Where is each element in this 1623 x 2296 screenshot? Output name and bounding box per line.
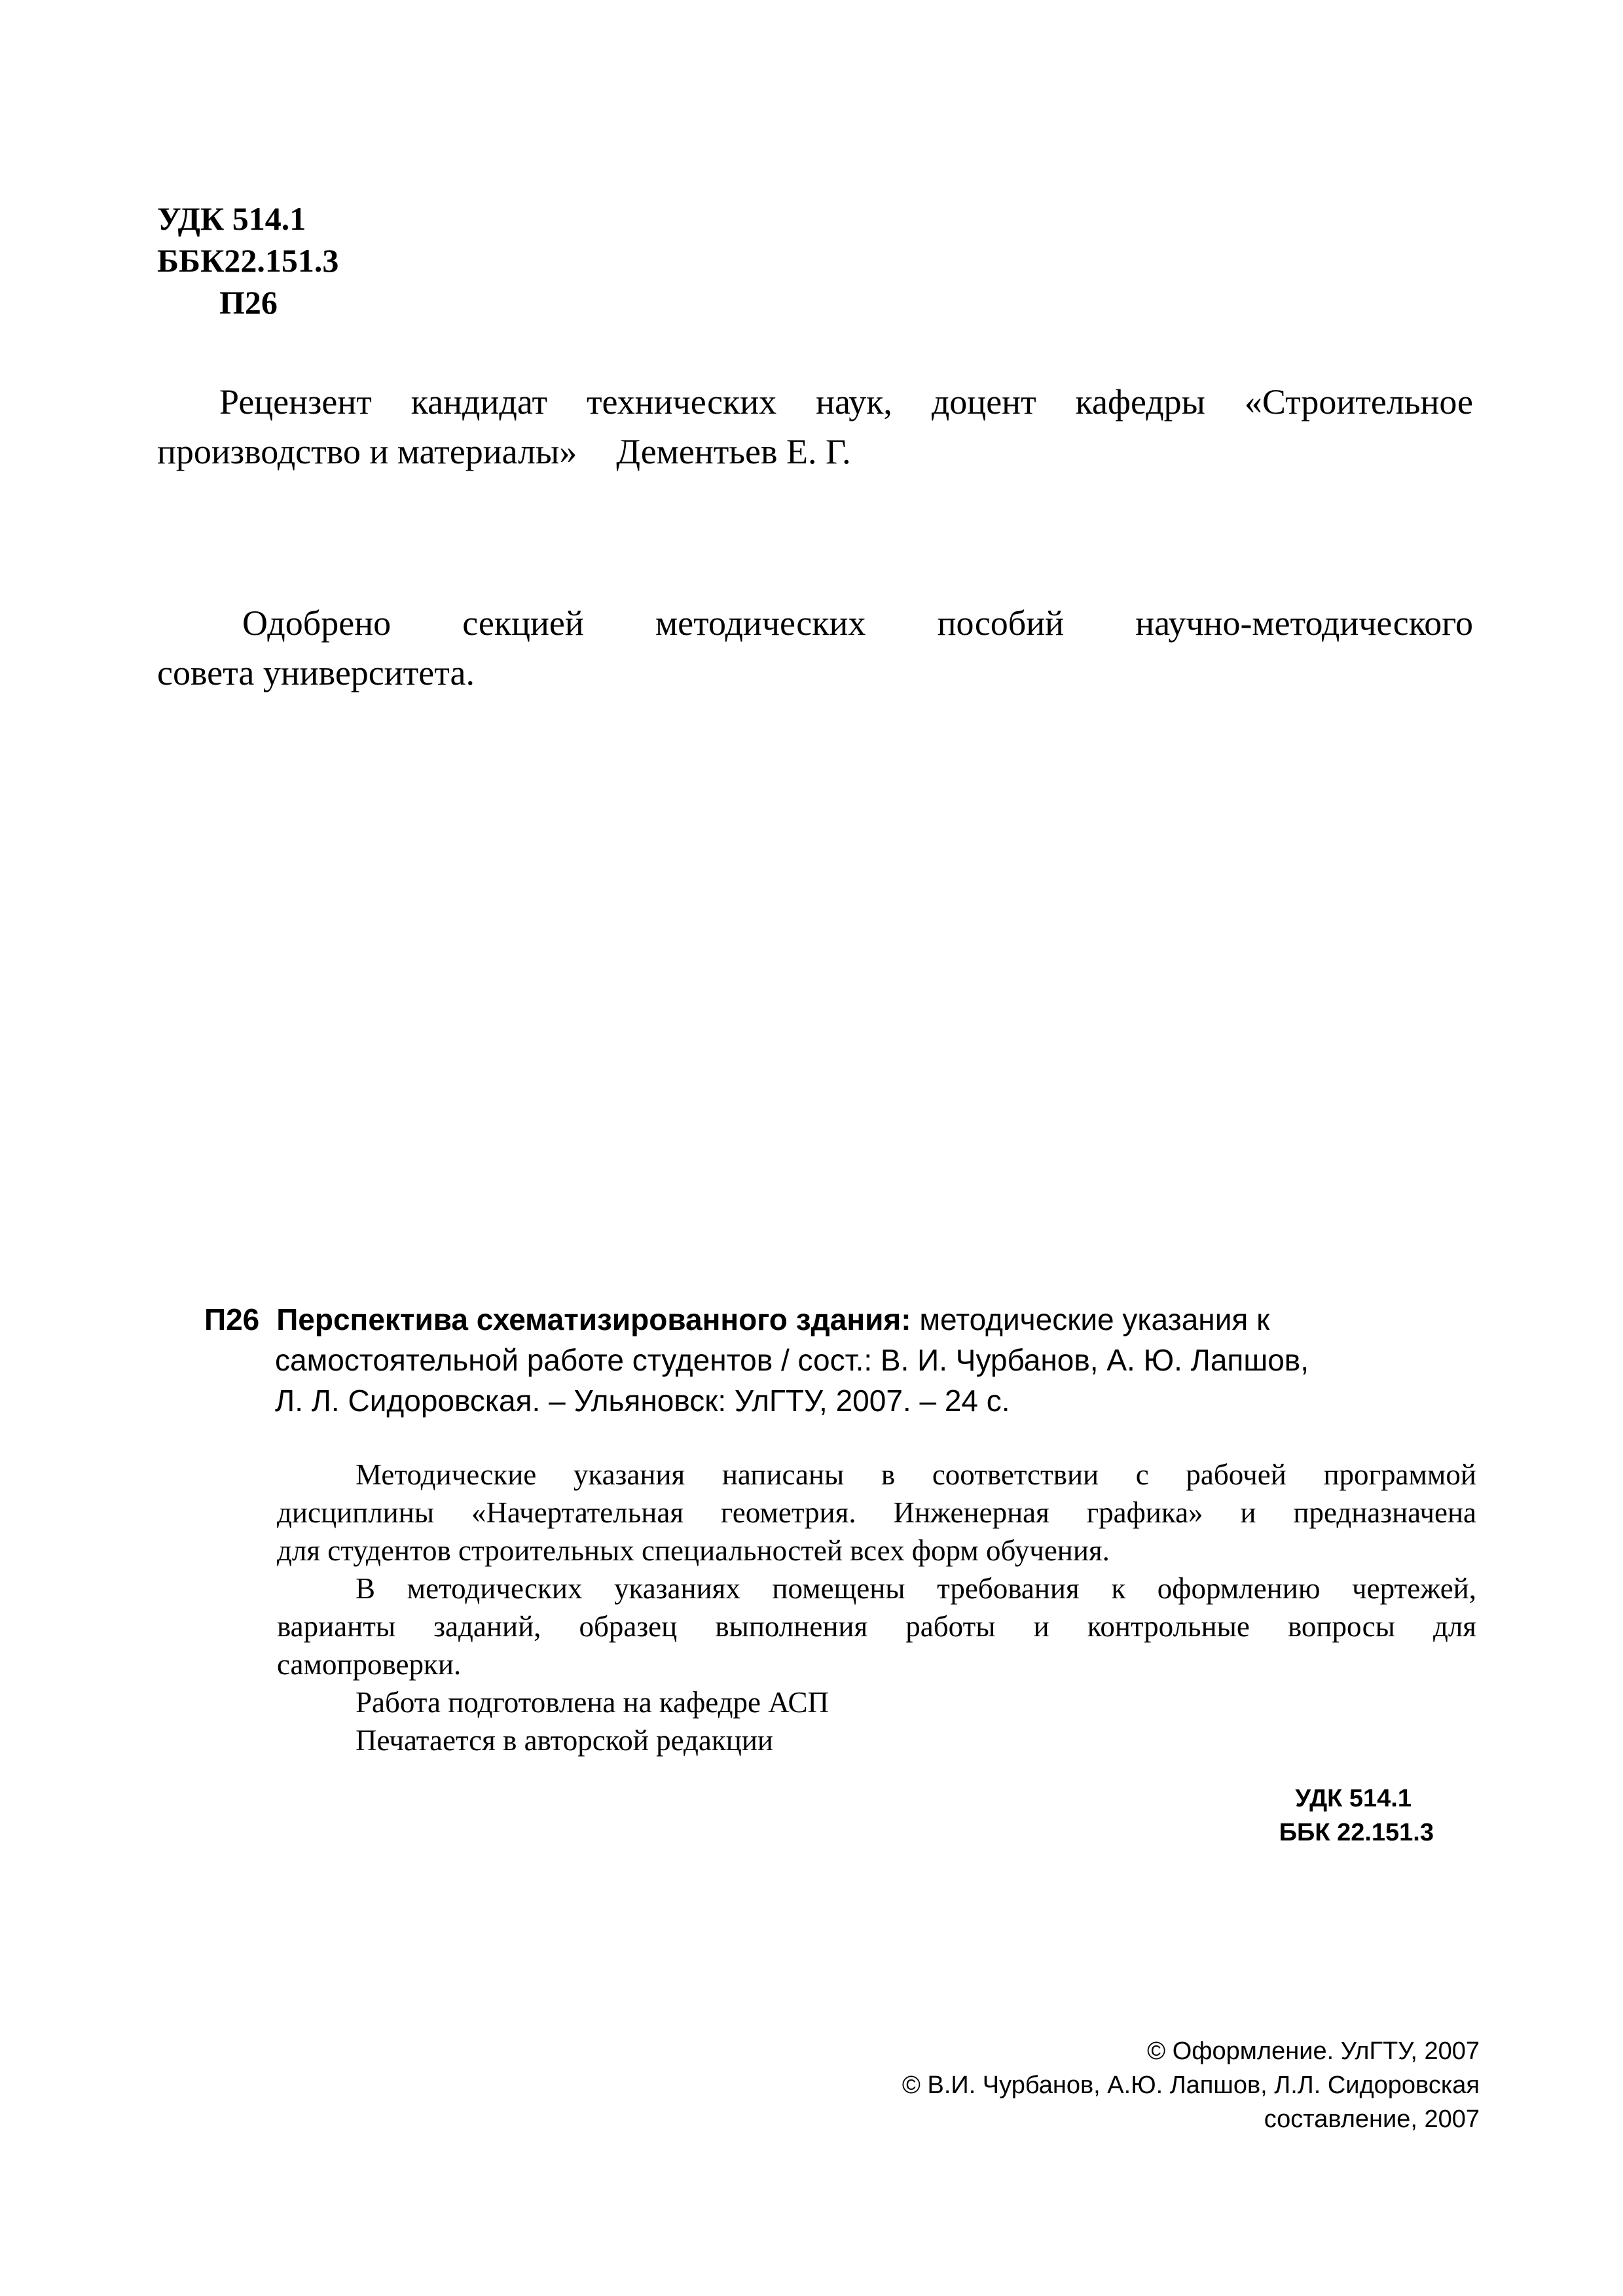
approval-line-1: Одобрено секцией методических пособий научно-методического	[242, 603, 1473, 643]
bib-line-2: самостоятельной работе студентов / сост.: В. И. Чурбанов, А. Ю. Лапшов,	[275, 1343, 1309, 1377]
udk-code: УДК 514.1	[157, 200, 306, 237]
author-mark: П26	[219, 284, 278, 321]
classification-bottom	[1113, 1782, 1434, 1850]
reviewer-department: производство и материалы»	[157, 432, 577, 471]
approval-paragraph	[157, 598, 1473, 698]
abstract-prepared-note: Работа подготовлена на кафедре АСП	[356, 1686, 830, 1719]
bbk-code: ББК22.151.3	[157, 242, 339, 279]
bib-line-1	[204, 1299, 1448, 1340]
bib-code: П26	[204, 1302, 260, 1336]
abstract	[277, 1456, 1476, 1759]
bbk-code-bottom: ББК 22.151.3	[1279, 1819, 1434, 1846]
bib-line-1-rest: методические указания к	[911, 1302, 1270, 1336]
abstract-p2-line-2: варианты заданий, образец выполнения работы и контрольные вопросы для	[277, 1610, 1476, 1643]
abstract-p2-line-3: самопроверки.	[277, 1648, 462, 1681]
abstract-edition-note: Печатается в авторской редакции	[356, 1724, 773, 1757]
bib-title: Перспектива схематизированного здания:	[276, 1302, 911, 1336]
reviewer-paragraph	[157, 377, 1473, 476]
classification-top	[157, 198, 338, 323]
copyright-authors: © В.И. Чурбанов, А.Ю. Лапшов, Л.Л. Сидоровская	[902, 2072, 1480, 2099]
reviewer-line-1: Рецензент кандидат технических наук, доцент кафедры «Строительное	[219, 382, 1473, 422]
abstract-p2-line-1: В методических указаниях помещены требования к оформлению чертежей,	[356, 1572, 1476, 1605]
copyright-block	[753, 2034, 1480, 2136]
udk-code-bottom: УДК 514.1	[1295, 1785, 1412, 1812]
copyright-design: © Оформление. УлГТУ, 2007	[1147, 2037, 1480, 2065]
bibliographic-entry	[204, 1299, 1448, 1421]
reviewer-line-2	[157, 427, 1473, 476]
abstract-p1-line-1: Методические указания написаны в соответствии с рабочей программой	[356, 1458, 1476, 1491]
abstract-p1-line-3: для студентов строительных специальностей всех форм обучения.	[277, 1534, 1110, 1567]
approval-line-2: совета университета.	[157, 653, 475, 692]
abstract-p1-line-2: дисциплины «Начертательная геометрия. Инженерная графика» и предназначена	[277, 1496, 1476, 1529]
bib-line-3: Л. Л. Сидоровская. – Ульяновск: УлГТУ, 2007. – 24 с.	[275, 1384, 1010, 1418]
copyright-compilation: составление, 2007	[1264, 2106, 1480, 2133]
reviewer-name: Дементьев Е. Г.	[616, 432, 851, 471]
